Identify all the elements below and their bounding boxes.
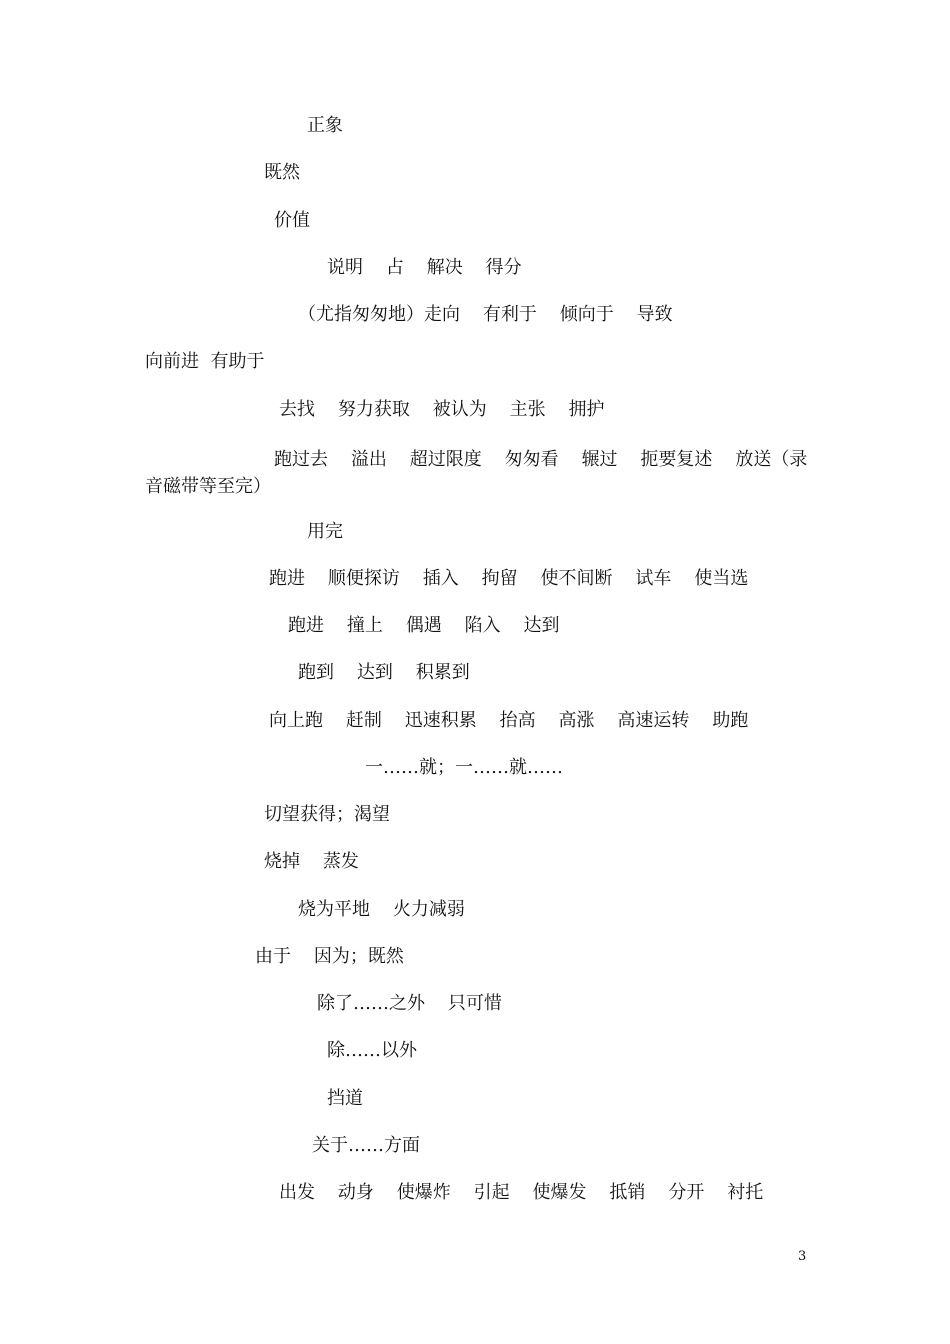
text-line-19: 除了……之外 只可惜: [317, 993, 502, 1014]
text-line-9: 用完: [307, 521, 343, 542]
text-line-4: 说明 占 解决 得分: [327, 257, 522, 278]
text-line-23: 出发 动身 使爆炸 引起 使爆发 抵销 分开 衬托: [279, 1182, 764, 1203]
text-line-18: 由于 因为；既然: [255, 946, 404, 967]
text-line-16: 烧掉 蒸发: [264, 851, 359, 872]
text-line-2: 既然: [264, 162, 300, 183]
text-line-22: 关于……方面: [312, 1135, 420, 1156]
text-line-21: 挡道: [327, 1088, 363, 1109]
text-line-17: 烧为平地 火力减弱: [298, 899, 465, 920]
text-line-12: 跑到 达到 积累到: [298, 662, 470, 683]
text-line-14: 一……就；一……就……: [365, 757, 563, 778]
text-line-20: 除……以外: [327, 1040, 417, 1061]
page-number: 3: [798, 1249, 807, 1264]
text-line-11: 跑进 撞上 偶遇 陷入 达到: [288, 615, 560, 636]
text-line-3: 价值: [274, 210, 310, 231]
text-line-8: 跑过去 溢出 超过限度 匆匆看 辗过 扼要复述 放送（录: [274, 449, 808, 470]
text-line-15: 切望获得；渴望: [264, 804, 390, 825]
text-line-8-continued: 音磁带等至完）: [145, 476, 271, 497]
text-line-5: （尤指匆匆地）走向 有利于 倾向于 导致: [298, 304, 673, 325]
text-line-1: 正象: [307, 115, 343, 136]
text-line-10: 跑进 顺便探访 插入 拘留 使不间断 试车 使当选: [269, 568, 749, 589]
text-line-6: 向前进 有助于: [145, 351, 265, 372]
text-line-13: 向上跑 赶制 迅速积累 抬高 高涨 高速运转 助跑: [269, 710, 749, 731]
text-line-7: 去找 努力获取 被认为 主张 拥护: [279, 399, 605, 420]
